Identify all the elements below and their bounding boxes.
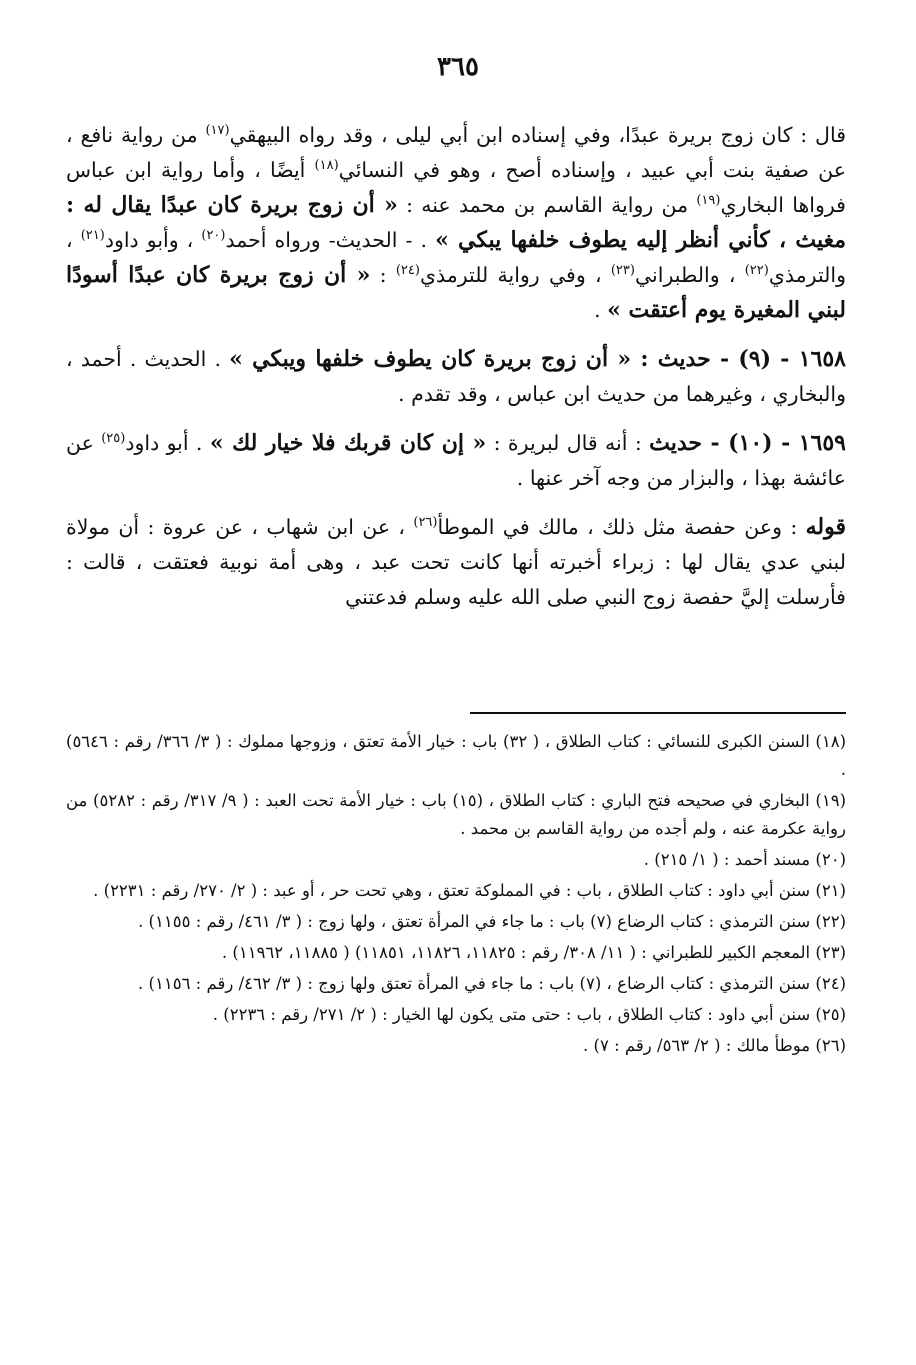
footnote-18: (١٨) السنن الكبرى للنسائي : كتاب الطلاق ، ( ٣٢) باب : خيار الأمة تعتق ، وزوجها مملوك : ( ٣/ ٣٦٦/ رقم : ٥٦٤٦) .: [66, 732, 846, 779]
text: . - الحديث- ورواه أحمد: [225, 228, 436, 252]
footnote-separator: [470, 712, 846, 714]
footnote-21: (٢١) سنن أبي داود : كتاب الطلاق ، باب : في المملوكة تعتق ، وهي تحت حر ، أو عبد : ( ٢/ ٢٧٠/ رقم : ٢٢٣١) .: [93, 881, 846, 900]
footnote-ref-22: (٢٢): [744, 263, 769, 279]
text: .: [594, 298, 608, 322]
text: :: [370, 263, 396, 287]
text: ، وفي رواية للترمذي: [419, 263, 611, 287]
text: عن عائشة بهذا ، والبزار من وجه آخر عنها .: [66, 431, 846, 490]
footnote-ref-18: (١٨): [314, 158, 339, 174]
paragraph-hadith-1659: [66, 426, 846, 496]
text: من رواية نافع ، عن صفية بنت أبي عبيد ، وإسناده أصح ، وهو في النسائي: [66, 123, 846, 182]
text: . الحديث . أحمد ، والبخاري ، وغيرهما من حديث ابن عباس ، وقد تقدم .: [66, 347, 846, 406]
hadith-quote: « أن زوج بريرة كان عبدًا أسودًا لبني المغيرة يوم أعتقت »: [66, 262, 846, 323]
footnote-25: (٢٥) سنن أبي داود : كتاب الطلاق ، باب : حتى متى يكون لها الخيار : ( ٢/ ٢٧١/ رقم : ٢٢٣٦) .: [212, 1005, 846, 1024]
footnote-ref-24: (٢٤): [395, 263, 420, 279]
footnote-22: (٢٢) سنن الترمذي : كتاب الرضاع (٧) باب : ما جاء في المرأة تعتق ، ولها زوج : ( ٣/ ٤٦١/ رقم : ١١٥٥) .: [138, 912, 846, 931]
footnote-20: (٢٠) مسند أحمد : ( ١/ ٢١٥) .: [643, 850, 846, 869]
text: : وعن حفصة مثل ذلك ، مالك في الموطأ: [437, 515, 806, 539]
paragraph-1: [66, 118, 846, 328]
footnote-ref-23: (٢٣): [610, 263, 635, 279]
footnote-19: (١٩) البخاري في صحيحه فتح الباري : كتاب الطلاق ، (١٥) باب : خيار الأمة تحت العبد : ( ٩/ ٣١٧/ رقم : ٥٢٨٢) من رواية عكرمة عنه ، ولم أجده من رواية القاسم بن محمد .: [66, 791, 846, 838]
footnote-ref-19: (١٩): [696, 193, 721, 209]
footnote-ref-26: (٢٦): [413, 515, 438, 531]
footnote-ref-17: (١٧): [205, 123, 230, 139]
text: ، والترمذي: [66, 228, 846, 287]
text: أيضًا ، وأما رواية ابن عباس فرواها البخاري: [66, 158, 846, 217]
paragraph-hadith-1658: [66, 342, 846, 412]
footnotes: [66, 728, 846, 1063]
page-number: ٣٦٥: [437, 52, 479, 82]
hadith-quote: « أن زوج بريرة كان عبدًا يقال له : مغيث ، كأني أنظر إليه يطوف خلفها يبكي »: [66, 192, 846, 253]
text: قال : كان زوج بريرة عبدًا، وفي إسناده ابن أبي ليلى ، وقد رواه البيهقي: [229, 123, 846, 147]
footnote-26: (٢٦) موطأ مالك : ( ٢/ ٥٦٣/ رقم : ٧) .: [583, 1036, 846, 1055]
footnote-ref-25: (٢٥): [101, 431, 126, 447]
text: ، وأبو داود: [104, 228, 202, 252]
hadith-quote: « إن كان قربك فلا خيار لك »: [209, 430, 487, 456]
text: ، والطبراني: [634, 263, 745, 287]
footnote-ref-21: (٢١): [80, 228, 105, 244]
footnote-23: (٢٣) المعجم الكبير للطبراني : ( ١١/ ٣٠٨/ رقم : ١١٨٢٥، ١١٨٢٦، ١١٨٥١) ( ١١٨٨٥، ١١٩٦٢) .: [221, 943, 846, 962]
lead-word: قوله: [805, 514, 846, 540]
footnote-24: (٢٤) سنن الترمذي : كتاب الرضاع ، (٧) باب : ما جاء في المرأة تعتق ولها زوج : ( ٣/ ٤٦٢/ رقم : ١١٥٦) .: [138, 974, 846, 993]
text: : أنه قال لبريرة :: [486, 431, 650, 455]
text: من رواية القاسم بن محمد عنه :: [397, 193, 697, 217]
text: ، عن ابن شهاب ، عن عروة : أن مولاة لبني عدي يقال لها : زبراء أخبرته أنها كانت تحت عبد ، وهى أمة نوبية فعتقت ، قالت : فأرسلت إليَّ حفصة زوج النبي صلى الله عليه وسلم فدعتني: [66, 515, 846, 609]
footnote-ref-20: (٢٠): [201, 228, 226, 244]
hadith-heading: ١٦٥٩ - (١٠) - حديث: [649, 430, 846, 456]
paragraph-qawluhu: [66, 510, 846, 615]
main-text: [66, 118, 846, 629]
text: . أبو داود: [125, 431, 210, 455]
hadith-heading: ١٦٥٨ - (٩) - حديث : « أن زوج بريرة كان يطوف خلفها ويبكي »: [229, 346, 846, 372]
